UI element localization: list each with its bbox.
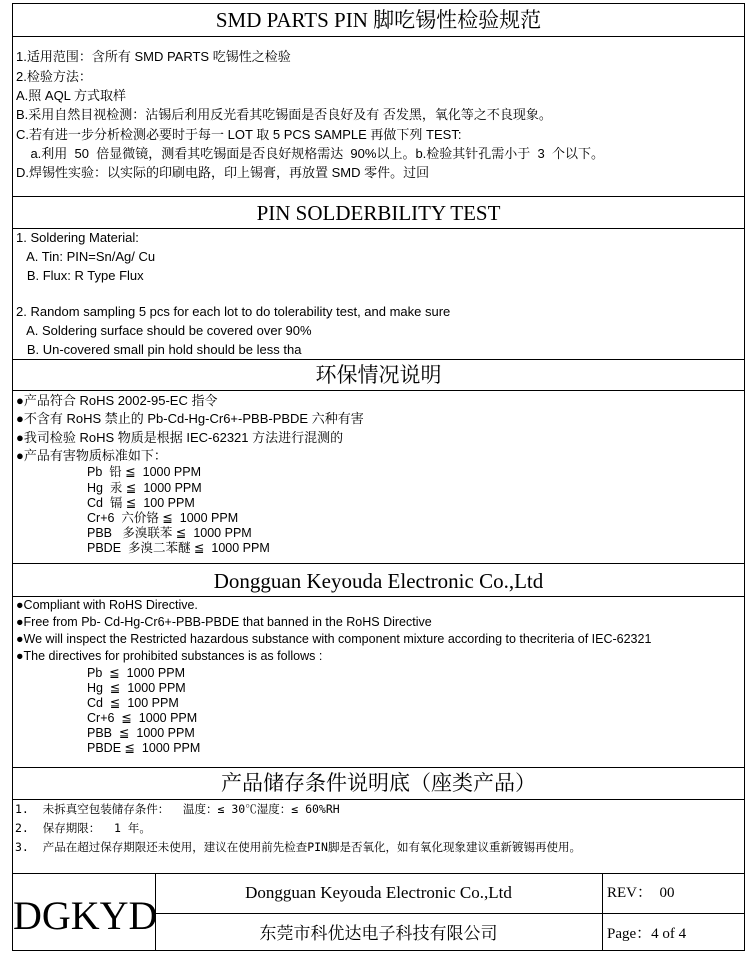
divider <box>13 196 744 197</box>
company-name-cn: 东莞市科优达电子科技有限公司 <box>259 924 498 944</box>
section2-line: 2. Random sampling 5 pcs for each lot to do tolerability test, and make sure <box>16 304 451 319</box>
section4-limit: PBDE ≦ 1000 PPM <box>87 741 201 755</box>
footer-divider <box>155 913 744 914</box>
section3-line: ●不含有 RoHS 禁止的 Pb-Cd-Hg-Cr6+-PBB-PBDE 六种有害 <box>16 411 364 426</box>
divider <box>13 596 744 597</box>
section4-limit: Hg ≦ 1000 PPM <box>87 681 186 695</box>
section5-line: 3. 产品在超过保存期限还未使用，建议在使用前先检查PIN脚是否氧化，如有氧化现象建议重新镀锡再使用。 <box>15 840 581 854</box>
section3-limit: Cd 镉 ≦ 100 PPM <box>87 496 195 510</box>
footer-divider <box>602 873 603 950</box>
section4-line: ●Free from Pb- Cd-Hg-Cr6+-PBB-PBDE that banned in the RoHS Directive <box>16 615 432 629</box>
section5-line: 2. 保存期限： 1 年。 <box>15 821 151 835</box>
section2-line: A. Tin: PIN=Sn/Ag/ Cu <box>16 249 156 264</box>
divider <box>13 390 744 391</box>
divider <box>13 563 744 564</box>
section5-line: 1. 未拆真空包装储存条件： 温度：≤ 30℃湿度：≤ 60%RH <box>15 802 340 816</box>
section4-limit: Cr+6 ≦ 1000 PPM <box>87 711 198 725</box>
section2-title: PIN SOLDERBILITY TEST <box>256 201 501 225</box>
company-logo: DGKYD <box>13 893 158 938</box>
section1-title: SMD PARTS PIN 脚吃锡性检验规范 <box>215 8 542 32</box>
section1-line: 2.检验方法： <box>16 69 92 84</box>
section2-line: A. Soldering surface should be covered over 90% <box>16 323 312 338</box>
section1-line: D.焊锡性实验：以实际的印刷电路，印上锡膏，再放置 SMD 零件。过回 <box>16 165 430 180</box>
section1-line: A.照 AQL 方式取样 <box>16 88 127 103</box>
section1-line: C.若有进一步分析检测必要时于每一 LOT 取 5 PCS SAMPLE 再做下列 TEST: <box>16 127 462 142</box>
section3-line: ●产品有害物质标准如下： <box>16 448 167 463</box>
section4-line: ●The directives for prohibited substances is as follows : <box>16 649 323 663</box>
divider <box>13 873 744 874</box>
section2-line: 1. Soldering Material: <box>16 230 139 245</box>
company-name-en: Dongguan Keyouda Electronic Co.,Ltd <box>245 883 512 902</box>
section4-limit: PBB ≦ 1000 PPM <box>87 726 195 740</box>
divider <box>13 36 744 37</box>
section3-limit: Pb 铅 ≦ 1000 PPM <box>87 465 201 479</box>
section3-line: ●产品符合 RoHS 2002-95-EC 指令 <box>16 393 218 408</box>
document-frame <box>12 3 745 951</box>
section4-title: Dongguan Keyouda Electronic Co.,Ltd <box>213 569 544 593</box>
section4-limit: Cd ≦ 100 PPM <box>87 696 179 710</box>
section3-line: ●我司检验 RoHS 物质是根据 IEC-62321 方法进行混测的 <box>16 430 344 445</box>
section4-line: ●Compliant with RoHS Directive. <box>16 598 198 612</box>
page-number: Page：4 of 4 <box>607 926 687 942</box>
section4-line: ●We will inspect the Restricted hazardous substance with component mixture according to thecriteria of IEC-62321 <box>16 632 652 646</box>
section1-line: a.利用 50 倍显微镜，测看其吃锡面是否良好规格需达 90%以上。b.检验其针孔需小于 3 个以下。 <box>16 146 604 161</box>
section1-line: B.采用自然目视检测：沾锡后利用反光看其吃锡面是否良好及有 否发黑，氧化等之不良现象。 <box>16 107 552 122</box>
section5-title: 产品储存条件说明底（座类产品） <box>221 771 536 795</box>
revision-label: REV： 00 <box>607 885 675 901</box>
section3-limit: Hg 汞 ≦ 1000 PPM <box>87 481 202 495</box>
section3-limit: Cr+6 六价铬 ≦ 1000 PPM <box>87 511 239 525</box>
section2-line: B. Flux: R Type Flux <box>16 268 144 283</box>
section4-limit: Pb ≦ 1000 PPM <box>87 666 186 680</box>
divider <box>13 359 744 360</box>
section1-line: 1.适用范围：含所有 SMD PARTS 吃锡性之检验 <box>16 49 291 64</box>
section2-line: B. Un-covered small pin hold should be less tha <box>16 342 302 357</box>
section3-limit: PBDE 多溴二苯醚 ≦ 1000 PPM <box>87 541 270 555</box>
section3-limit: PBB 多溴联苯 ≦ 1000 PPM <box>87 526 252 540</box>
section3-title: 环保情况说明 <box>315 363 442 387</box>
